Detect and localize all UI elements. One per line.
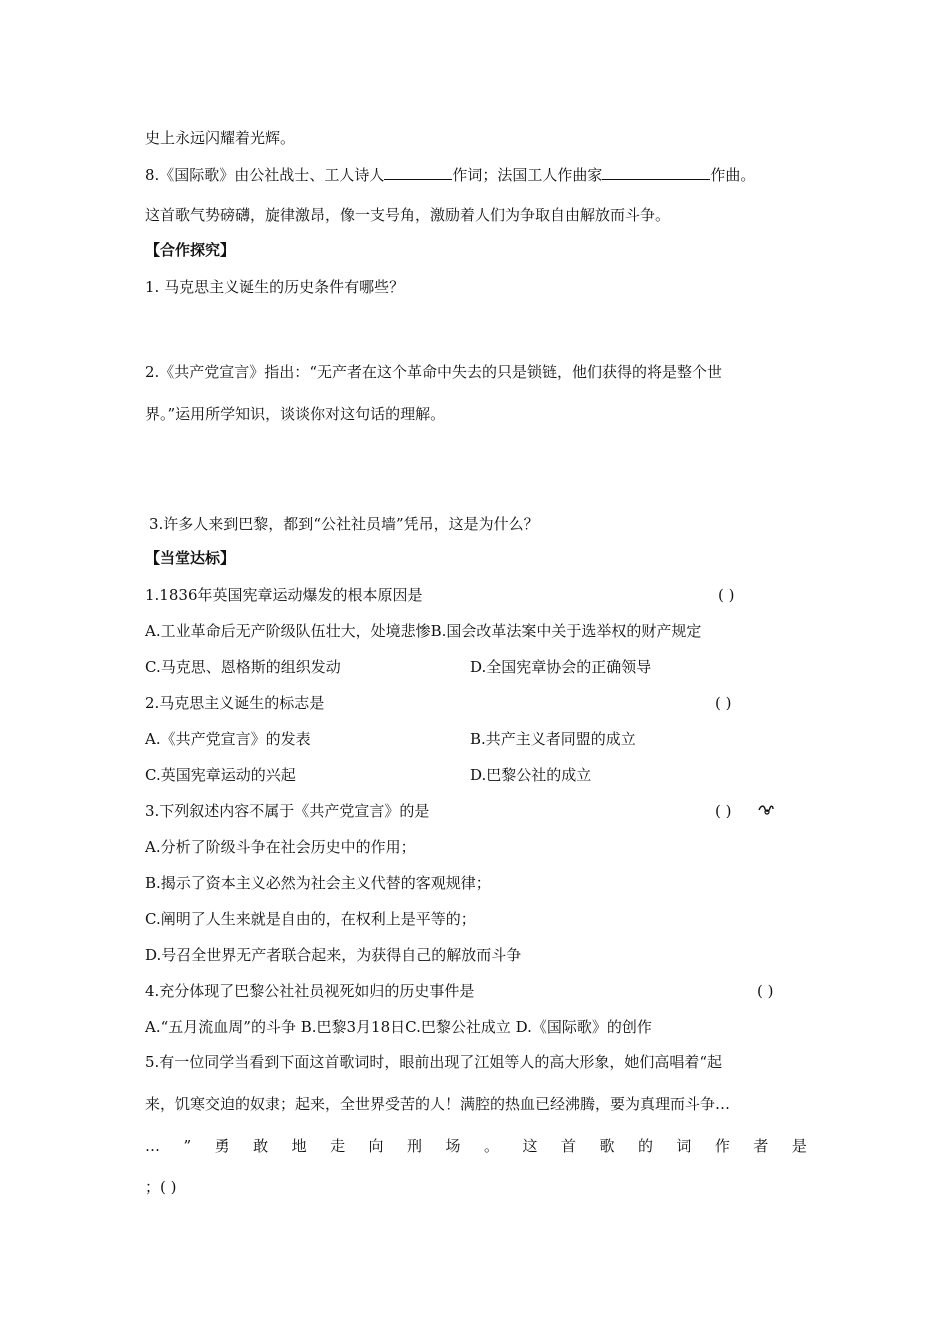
options-row: A.“五月流血周”的斗争 B.巴黎3月18日C.巴黎公社成立 D.《国际歌》的创作 (145, 1018, 652, 1036)
test-question-1: 1.1836年英国宪章运动爆发的根本原因是 (145, 586, 423, 604)
option-b: B.揭示了资本主义必然为社会主义代替的客观规律； (145, 874, 491, 892)
glyph: 首 (560, 1137, 576, 1155)
glyph: 场 (445, 1137, 461, 1155)
glyph: 勇 (214, 1137, 230, 1155)
option-c: C.英国宪章运动的兴起 (145, 766, 296, 784)
option-c: C.马克思、恩格斯的组织发动 (145, 658, 341, 676)
option-b: B.共产主义者同盟的成立 (470, 730, 636, 748)
option-d: D.巴黎公社的成立 (470, 766, 592, 784)
text-line: 史上永远闪耀着光辉。 (145, 129, 296, 147)
glyph: 敢 (253, 1137, 269, 1155)
glyph: 的 (637, 1137, 653, 1155)
glyph: 作 (714, 1137, 730, 1155)
answer-paren[interactable]: ；( ) (145, 1178, 177, 1196)
option-d: D.全国宪章协会的正确领导 (470, 658, 652, 676)
option-d: D.号召全世界无产者联合起来，为获得自己的解放而斗争 (145, 946, 522, 964)
answer-blank[interactable] (602, 164, 710, 180)
scribble-icon (758, 802, 774, 816)
answer-paren[interactable]: ( ) (715, 694, 732, 712)
text-line: 来，饥寒交迫的奴隶；起来，全世界受苦的人！满腔的热血已经沸腾，要为真理而斗争… (145, 1095, 731, 1113)
glyph: ” (183, 1137, 192, 1155)
glyph: 是 (791, 1137, 807, 1155)
test-question-2: 2.马克思主义诞生的标志是 (145, 694, 325, 712)
answer-paren[interactable]: ( ) (715, 802, 732, 820)
test-question-5: 5.有一位同学当看到下面这首歌词时，眼前出现了江姐等人的高大形象，她们高唱着“起 (145, 1053, 722, 1071)
text-line: 这首歌气势磅礴，旋律激昂，像一支号角，激励着人们为争取自由解放而斗争。 (145, 206, 671, 224)
glyph: 者 (753, 1137, 769, 1155)
text-line: 界。”运用所学知识，谈谈你对这句话的理解。 (145, 405, 446, 423)
glyph: 刑 (407, 1137, 423, 1155)
glyph: 向 (368, 1137, 384, 1155)
option-a: A.《共产党宣言》的发表 (145, 730, 311, 748)
option-ab: A.工业革命后无产阶级队伍壮大，处境悲惨B.国会改革法案中关于选举权的财产规定 (145, 622, 702, 640)
explore-question-1: 1. 马克思主义诞生的历史条件有哪些？ (145, 278, 405, 296)
glyph: 歌 (599, 1137, 615, 1155)
explore-question-3: 3.许多人来到巴黎，都到“公社社员墙”凭吊，这是为什么？ (149, 515, 539, 533)
section-heading-cooperation: 【合作探究】 (145, 241, 236, 259)
test-question-4: 4.充分体现了巴黎公社社员视死如归的历史事件是 (145, 982, 475, 1000)
glyph: 走 (330, 1137, 346, 1155)
q8-text-c: 作曲。 (710, 166, 756, 184)
explore-question-2: 2.《共产党宣言》指出：“无产者在这个革命中失去的只是锁链，他们获得的将是整个世 (145, 363, 722, 381)
option-a: A.分析了阶级斗争在社会历史中的作用； (145, 838, 416, 856)
test-question-3: 3.下列叙述内容不属于《共产党宣言》的是 (145, 802, 430, 820)
glyph: … (145, 1137, 160, 1155)
answer-blank[interactable] (384, 164, 452, 180)
glyph: 。 (484, 1137, 500, 1155)
answer-paren[interactable]: ( ) (757, 982, 774, 1000)
glyph: 这 (522, 1137, 538, 1155)
spread-text-line (145, 1136, 807, 1156)
section-heading-class-test: 【当堂达标】 (145, 549, 236, 567)
answer-paren[interactable]: ( ) (718, 586, 735, 604)
q8-text-b: 作词；法国工人作曲家 (452, 166, 603, 184)
glyph: 词 (676, 1137, 692, 1155)
glyph: 地 (291, 1137, 307, 1155)
option-c: C.阐明了人生来就是自由的，在权利上是平等的； (145, 910, 476, 928)
question-8 (145, 164, 755, 185)
q8-text-a: 8.《国际歌》由公社战士、工人诗人 (145, 166, 385, 184)
